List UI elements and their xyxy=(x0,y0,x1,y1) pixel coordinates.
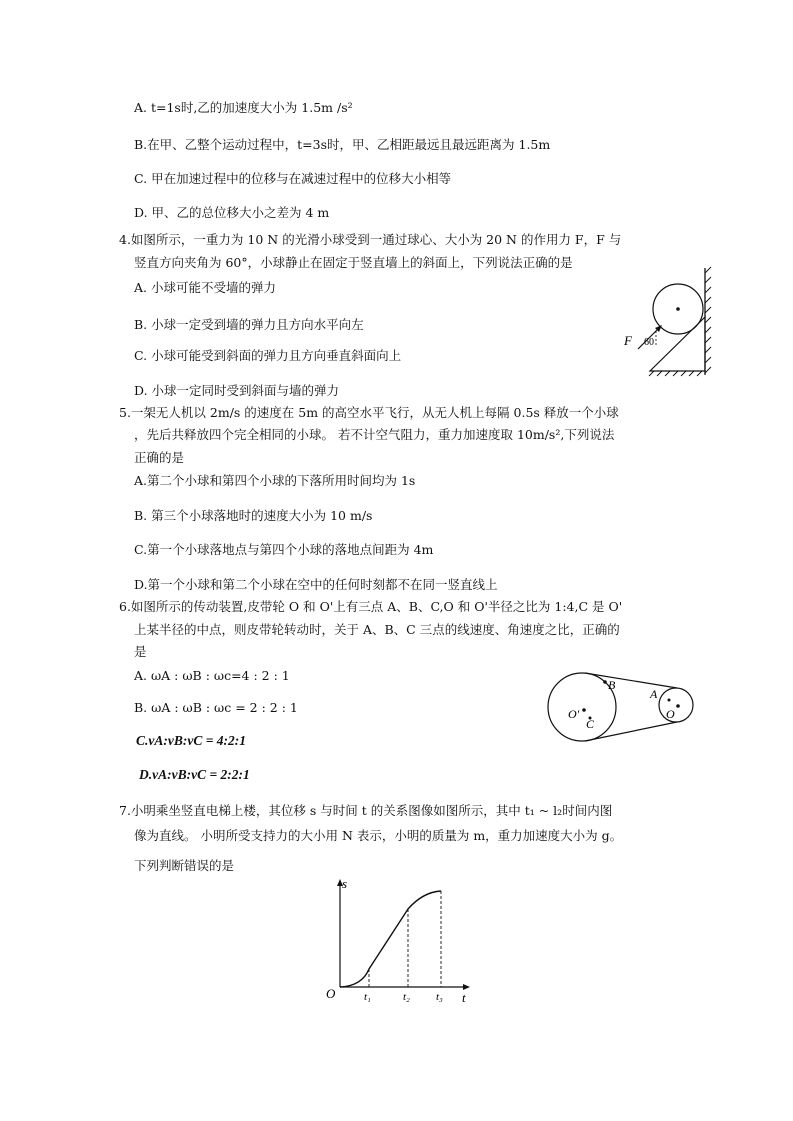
q6-option-a: A. ωA : ωB : ωc=4 : 2 : 1 xyxy=(134,668,290,683)
q3-option-d: D. 甲、乙的总位移大小之差为 4 m xyxy=(134,205,330,220)
q7-s-t-graph xyxy=(320,872,480,1007)
q6-option-c: C.vA:vB:vC = 4:2:1 xyxy=(136,733,247,748)
big-center-dot xyxy=(582,708,586,712)
q6-stem-line-3: 是 xyxy=(134,644,147,659)
q7-stem-line-1: 7.小明乘坐竖直电梯上楼，其位移 s 与时间 t 的关系图像如图所示，其中 t₁ ~ l₂时间内图 xyxy=(119,803,613,818)
belt-top xyxy=(585,673,677,688)
q5-option-b: B. 第三个小球落地时的速度大小为 10 m/s xyxy=(134,508,373,523)
small-pulley xyxy=(659,688,693,722)
q4-stem-line-2: 竖直方向夹角为 60°，小球静止在固定于竖直墙上的斜面上，下列说法正确的是 xyxy=(134,255,573,270)
point-a-label: A xyxy=(650,687,658,701)
t2-label: t₂ xyxy=(403,991,410,1003)
small-center-dot xyxy=(676,704,680,708)
belt-bottom xyxy=(585,722,677,741)
q4-option-c: C. 小球可能受到斜面的弹力且方向垂直斜面向上 xyxy=(134,348,402,363)
q4-ball-slope-figure xyxy=(620,265,715,380)
q5-option-c: C.第一个小球落地点与第四个小球的落地点间距为 4m xyxy=(134,542,434,557)
q6-stem-line-2: 上某半径的中点，则皮带轮转动时，关于 A、B、C 三点的线速度、角速度之比，正确的 xyxy=(134,622,620,637)
point-c-label: C xyxy=(586,717,595,731)
angle-label: 60 xyxy=(644,337,654,348)
t3-label: t₃ xyxy=(436,991,443,1003)
q5-option-a: A.第二个小球和第四个小球的下落所用时间均为 1s xyxy=(134,473,416,488)
q7-stem-line-3: 下列判断错误的是 xyxy=(134,858,235,873)
point-b-dot xyxy=(603,680,607,684)
s-t-curve xyxy=(340,891,441,987)
x-axis-label: t xyxy=(462,990,466,1005)
ground-hatching xyxy=(649,371,702,376)
q5-option-d: D.第一个小球和第二个小球在空中的任何时刻都不在同一竖直线上 xyxy=(134,577,498,592)
y-axis-label: s xyxy=(342,876,348,891)
q4-option-d: D. 小球一定同时受到斜面与墙的弹力 xyxy=(134,383,340,398)
q5-stem-line-3: 正确的是 xyxy=(134,450,185,465)
q6-stem-line-1: 6.如图所示的传动装置,皮带轮 O 和 O'上有三点 A、B、C,O 和 O'半径之比为 1:4,C 是 O' xyxy=(119,599,623,614)
q6-option-b: B. ωA : ωB : ωc = 2 : 2 : 1 xyxy=(134,700,298,715)
q6-pulley-figure xyxy=(538,660,700,760)
point-a-dot xyxy=(668,699,671,702)
q3-option-a: A. t=1s时,乙的加速度大小为 1.5m /s² xyxy=(134,100,353,115)
q3-option-c: C. 甲在加速过程中的位移与在减速过程中的位移大小相等 xyxy=(134,171,452,186)
q6-option-d: D.vA:vB:vC = 2:2:1 xyxy=(139,767,250,782)
big-center-label: O′ xyxy=(568,707,580,721)
q3-option-b: B.在甲、乙整个运动过程中，t=3s时，甲、乙相距最远且最远距离为 1.5m xyxy=(134,137,551,152)
small-center-label: O xyxy=(666,707,675,721)
origin-label: O xyxy=(326,986,336,1001)
q5-stem-line-1: 5.一架无人机以 2m/s 的速度在 5m 的高空水平飞行，从无人机上每隔 0.5s 释放一个小球 xyxy=(119,405,619,420)
q5-stem-line-2: ，先后共释放四个完全相同的小球。 若不计空气阻力，重力加速度取 10m/s²,下列说法 xyxy=(134,427,615,442)
q7-stem-line-2: 像为直线。 小明所受支持力的大小用 N 表示，小明的质量为 m，重力加速度大小为 g。 xyxy=(134,828,623,843)
point-b-label: B xyxy=(608,678,616,692)
wall-hatching xyxy=(705,267,711,373)
q4-option-b: B. 小球一定受到墙的弹力且方向水平向左 xyxy=(134,317,364,332)
t1-label: t₁ xyxy=(364,991,371,1003)
ball-center xyxy=(676,307,680,311)
force-label: F xyxy=(624,333,632,348)
q4-stem-line-1: 4.如图所示，一重力为 10 N 的光滑小球受到一通过球心、大小为 20 N 的作用力 F，F 与 xyxy=(119,232,622,247)
q4-option-a: A. 小球可能不受墙的弹力 xyxy=(134,280,276,295)
